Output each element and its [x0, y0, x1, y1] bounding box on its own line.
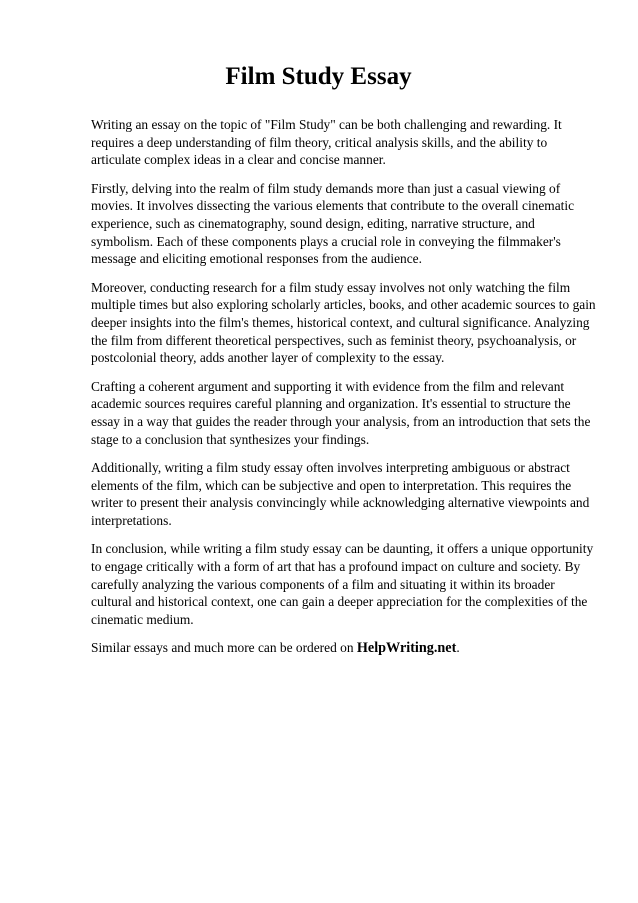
paragraph-intro: Writing an essay on the topic of "Film Study" can be both challenging and rewarding. It requires a deep understanding of film theory, critical analysis skills, and the ability to articulate complex ideas in a clear and concise manner.: [91, 117, 562, 168]
closing-text: Similar essays and much more can be ordered on: [91, 640, 357, 656]
paragraph-firstly: Firstly, delving into the realm of film study demands more than just a casual viewing of movies. It involves dissecting the various elements that contribute to the overall cinematic experience, such as cinematography, sound design, editing, narrative structure, and symbolism. Each of these components plays a crucial role in conveying the filmmaker's message and eliciting emotional responses from the audience.: [91, 180, 575, 267]
document-title: Film Study Essay: [225, 63, 412, 90]
closing-suffix: .: [456, 640, 460, 656]
paragraph-conclusion: In conclusion, while writing a film study essay can be daunting, it offers a unique opportunity to engage critically with a form of art that has a profound impact on culture and society. By carefully analyzing the various components of a film and situating it within its broader cultural and historical context, one can gain a deeper appreciation for the complexities of the cinematic medium.: [91, 541, 594, 627]
helpwriting-link[interactable]: HelpWriting.net: [356, 640, 457, 657]
closing-line: [91, 639, 598, 658]
paragraph-crafting: Crafting a coherent argument and supporting it with evidence from the film and relevant academic sources requires careful planning and organization. It's essential to structure the essay in a way that guides the reader through your analysis, from an introduction that sets the stage to a conclusion that synthesizes your findings.: [91, 378, 591, 447]
paragraph-moreover: Moreover, conducting research for a film study essay involves not only watching the film multiple times but also exploring scholarly articles, books, and other academic sources to gain deeper insights into the film's themes, historical context, and cultural significance. Analyzing the film from different theoretical perspectives, such as feminist theory, psychoanalysis, or postcolonial theory, adds another layer of complexity to the essay.: [91, 279, 596, 366]
paragraph-additionally: Additionally, writing a film study essay often involves interpreting ambiguous or abstract elements of the film, which can be subjective and open to interpretation. This requires the writer to present their analysis convincingly while acknowledging alternative viewpoints and interpretations.: [91, 460, 590, 528]
